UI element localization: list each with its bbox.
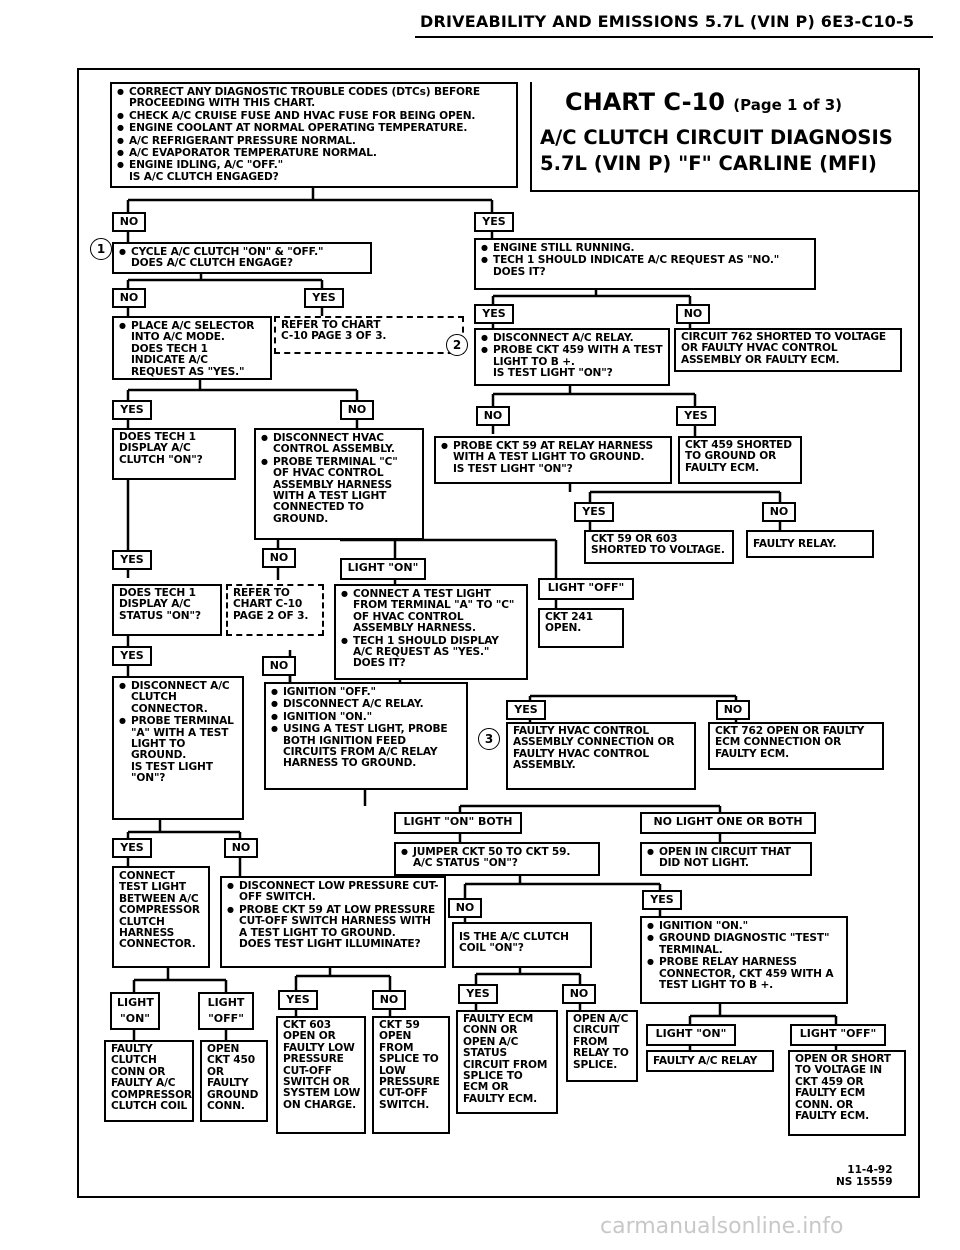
yes-label: YES — [506, 700, 546, 720]
yes-label: YES — [474, 304, 514, 324]
box-line: PRESSURE — [379, 1076, 440, 1089]
box-line: OPEN OR — [283, 1030, 336, 1043]
light-off-label: LIGHT "OFF" — [198, 992, 254, 1030]
box-line: PRESSURE — [283, 1053, 344, 1066]
box-line: SHORTED TO VOLTAGE. — [591, 544, 725, 557]
disconnect-hvac-box — [254, 428, 424, 540]
light-on-both-label: LIGHT "ON" BOTH — [394, 812, 522, 834]
box-line: OPEN — [207, 1043, 240, 1055]
chart-page: (Page 1 of 3) — [733, 96, 843, 114]
refer-page3-box — [274, 316, 464, 354]
box-line: CONNECT — [119, 870, 175, 882]
box-line: ● CONNECT A TEST LIGHT FROM TERMINAL "A" TO "C" OF HVAC CONTROL ASSEMBLY HARNESS. — [341, 588, 521, 635]
yes-label: YES — [112, 646, 152, 666]
box-line: TO VOLTAGE IN — [795, 1064, 883, 1077]
box-line: ECM OR — [463, 1081, 509, 1094]
box-line: CKT 762 OPEN OR FAULTY ECM CONNECTION OR FAULTY ECM. — [715, 725, 865, 760]
box-line: CUT-OFF — [379, 1087, 428, 1100]
box-line: ● IGNITION "OFF." — [271, 686, 461, 698]
chart-subtitle: A/C CLUTCH CIRCUIT DIAGNOSIS — [540, 126, 893, 149]
ckt603-open-box — [276, 1016, 366, 1134]
box-line: CLUTCH COIL — [111, 1100, 188, 1113]
no-label: NO — [262, 548, 296, 568]
yes-label: YES — [474, 212, 514, 232]
faulty-relay-box — [746, 530, 874, 558]
box-line: OPEN OR SHORT — [795, 1053, 891, 1065]
page-header: DRIVEABILITY AND EMISSIONS 5.7L (VIN P) 6E3-C10-5 — [420, 12, 915, 31]
start-line: ● A/C REFRIGERANT PRESSURE NORMAL. — [117, 135, 511, 147]
box-line: COMPRESSOR — [119, 904, 200, 917]
box-line: HARNESS — [119, 927, 175, 940]
ckt459-shorted-box — [678, 436, 802, 484]
yes-label: YES — [458, 984, 498, 1004]
box-line: ● PLACE A/C SELECTOR INTO A/C MODE. — [119, 320, 265, 344]
box-line: SWITCH OR — [283, 1076, 350, 1089]
box-line: OPEN — [379, 1030, 412, 1043]
step-number-3: 3 — [478, 728, 500, 750]
box-line: ● ENGINE STILL RUNNING. — [481, 242, 809, 254]
probe-ckt59-relay-box — [434, 436, 672, 484]
box-line: FAULTY RELAY. — [753, 538, 837, 550]
box-line: GROUND — [207, 1088, 259, 1101]
box-line: FAULTY ECM — [795, 1087, 866, 1100]
box-line: DOES A/C CLUTCH ENGAGE? — [131, 257, 293, 270]
no-label: NO — [448, 898, 482, 918]
box-line: ● DISCONNECT A/C RELAY. — [271, 698, 461, 710]
box-line: ● PROBE TERMINAL "C" OF HVAC CONTROL ASSEMBLY HARNESS WITH A TEST LIGHT CONNECTED TO GROUND. — [261, 456, 417, 525]
chart-title — [565, 88, 842, 116]
no-light-one-or-both-label: NO LIGHT ONE OR BOTH — [640, 812, 816, 834]
box-line: COMPRESSOR — [111, 1088, 192, 1101]
yes-label: YES — [304, 288, 344, 308]
start-line: ● ENGINE COOLANT AT NORMAL OPERATING TEMPERATURE. — [117, 122, 511, 134]
start-line: ● CHECK A/C CRUISE FUSE AND HVAC FUSE FOR BEING OPEN. — [117, 110, 511, 122]
chart-carline: 5.7L (VIN P) "F" CARLINE (MFI) — [540, 152, 877, 175]
no-label: NO — [476, 406, 510, 426]
step-number-1: 1 — [90, 238, 112, 260]
box-line: ● TECH 1 SHOULD INDICATE A/C REQUEST AS "NO." — [481, 254, 809, 266]
box-line: DOES TECH 1 INDICATE A/C REQUEST AS "YES." — [131, 342, 245, 378]
box-line: ● USING A TEST LIGHT, PROBE BOTH IGNITION FEED CIRCUITS FROM A/C RELAY HARNESS TO GROUND. — [271, 723, 461, 770]
box-line: ● PROBE RELAY HARNESS CONNECTOR, CKT 459 WITH A TEST LIGHT TO B +. — [647, 956, 841, 991]
box-line: RELAY TO — [573, 1047, 629, 1060]
box-line: CIRCUIT FROM — [463, 1058, 548, 1071]
box-line: IS TEST LIGHT "ON"? — [453, 462, 573, 475]
box-line: REFER TO CHART — [281, 319, 381, 331]
start-box — [110, 82, 518, 188]
box-line: SPLICE TO — [379, 1053, 439, 1066]
box-line: FROM — [573, 1035, 608, 1048]
box-line: CONN OR — [463, 1024, 518, 1037]
box-line: IS TEST LIGHT "ON"? — [131, 760, 213, 785]
box-line: CIRCUIT — [573, 1024, 620, 1037]
box-line: FAULTY ECM. — [463, 1092, 538, 1105]
connect-test-light-between-box — [112, 866, 210, 968]
no-label: NO — [676, 304, 710, 324]
box-line: ● IGNITION "ON." — [647, 920, 841, 932]
box-line: STATUS — [463, 1047, 507, 1060]
box-line: IS THE A/C CLUTCH — [459, 931, 569, 943]
refer-page2-box — [226, 584, 324, 636]
footer-date: 11-4-92 — [847, 1164, 893, 1176]
box-line: CONN. — [207, 1100, 245, 1113]
no-label: NO — [762, 502, 796, 522]
yes-label: YES — [278, 990, 318, 1010]
box-line: LOW — [379, 1064, 406, 1077]
no-label: NO — [112, 212, 146, 232]
ckt59-open-box — [372, 1016, 450, 1134]
box-line: ● DISCONNECT HVAC CONTROL ASSEMBLY. — [261, 432, 417, 456]
box-line: OR — [207, 1065, 224, 1078]
box-line: SPLICE. — [573, 1058, 618, 1071]
no-label: NO — [372, 990, 406, 1010]
ckt241-open-box — [538, 608, 624, 648]
tech1-display-status-box — [112, 584, 222, 636]
box-line: CONN. OR — [795, 1098, 854, 1111]
box-line: FAULTY LOW — [283, 1041, 355, 1054]
box-line: CLUTCH — [111, 1054, 157, 1067]
box-line: OPEN A/C — [573, 1013, 629, 1025]
box-line: CONN OR — [111, 1065, 166, 1078]
box-line: CKT 459 SHORTED — [685, 439, 792, 451]
box-line: CIRCUIT 762 SHORTED TO VOLTAGE OR FAULTY HVAC CONTROL ASSEMBLY OR FAULTY ECM. — [681, 331, 887, 366]
yes-label: YES — [574, 502, 614, 522]
engine-running-box — [474, 238, 816, 290]
yes-label: YES — [676, 406, 716, 426]
box-line: CKT 603 — [283, 1019, 331, 1031]
box-line: ● JUMPER CKT 50 TO CKT 59. — [401, 846, 593, 858]
box-line: ● PROBE CKT 59 AT RELAY HARNESS WITH A TEST LIGHT TO GROUND. — [441, 440, 665, 464]
disconnect-clutch-box — [112, 676, 244, 820]
box-line: ● DISCONNECT A/C RELAY. — [481, 332, 663, 344]
place-selector-box — [112, 316, 272, 380]
box-line: ● OPEN IN CIRCUIT THAT DID NOT LIGHT. — [647, 846, 805, 870]
yes-label: YES — [112, 400, 152, 420]
open-or-short-box — [788, 1050, 906, 1136]
no-label: NO — [224, 838, 258, 858]
box-line: FAULTY A/C — [111, 1077, 176, 1090]
box-line: DOES IT? — [493, 265, 546, 278]
box-line: TO GROUND OR — [685, 450, 777, 463]
ignition-off-box — [264, 682, 468, 790]
box-line: SYSTEM LOW — [283, 1087, 361, 1100]
start-line: ● A/C EVAPORATOR TEMPERATURE NORMAL. — [117, 147, 511, 159]
box-line: ● TECH 1 SHOULD DISPLAY A/C REQUEST AS "YES." — [341, 635, 521, 659]
no-label: NO — [716, 700, 750, 720]
box-line: FAULTY ECM — [463, 1013, 534, 1025]
box-line: CKT 59 OR 603 — [591, 533, 678, 545]
box-line: OPEN A/C — [463, 1035, 519, 1048]
header-rule — [415, 36, 933, 38]
box-line: DISPLAY A/C — [119, 442, 191, 455]
light-on-label: LIGHT "ON" — [340, 558, 426, 580]
ckt762-open-box — [708, 722, 884, 770]
no-label: NO — [262, 656, 296, 676]
box-line: ON CHARGE. — [283, 1098, 357, 1111]
open-ckt450-box — [200, 1040, 268, 1122]
no-label: NO — [562, 984, 596, 1004]
start-line: ● ENGINE IDLING, A/C "OFF." — [117, 159, 511, 171]
box-line: BETWEEN A/C — [119, 892, 199, 905]
box-line: SPLICE TO — [463, 1070, 523, 1083]
faulty-hvac-connection-box — [506, 722, 696, 790]
disconnect-low-pressure-box — [220, 876, 446, 968]
box-line: FROM — [379, 1041, 414, 1054]
box-line: DOES TEST LIGHT ILLUMINATE? — [239, 938, 421, 951]
box-line: STATUS "ON"? — [119, 609, 201, 622]
title-divider — [530, 82, 532, 192]
start-question: IS A/C CLUTCH ENGAGED? — [129, 170, 279, 183]
box-line: CLUTCH — [119, 915, 165, 928]
light-off-label: LIGHT "OFF" — [538, 578, 634, 600]
box-line: FAULTY ECM. — [685, 461, 760, 474]
box-line: FAULTY — [207, 1077, 249, 1090]
box-line: IS TEST LIGHT "ON"? — [493, 367, 613, 380]
cycle-clutch-box — [112, 242, 372, 274]
ckt762-shorted-box — [674, 328, 902, 372]
box-line: CKT 59 — [379, 1019, 420, 1031]
faulty-ecm-conn-box — [456, 1010, 558, 1114]
chart-name: CHART C-10 — [565, 88, 725, 116]
no-label: NO — [340, 400, 374, 420]
box-line: PAGE 2 OF 3. — [233, 609, 309, 622]
box-line: C-10 PAGE 3 OF 3. — [281, 330, 387, 343]
footer-number: NS 15559 — [836, 1176, 893, 1188]
box-line: DOES IT? — [353, 657, 406, 670]
box-line: CLUTCH "ON"? — [119, 453, 203, 466]
faulty-clutch-box — [104, 1040, 194, 1122]
box-line: ● DISCONNECT A/C CLUTCH CONNECTOR. — [119, 680, 237, 715]
box-line: ● PROBE CKT 59 AT LOW PRESSURE CUT-OFF SWITCH HARNESS WITH A TEST LIGHT TO GROUND. — [227, 904, 439, 939]
yes-label: YES — [112, 838, 152, 858]
step-number-2: 2 — [446, 334, 468, 356]
box-line: ● CYCLE A/C CLUTCH "ON" & "OFF." — [119, 246, 365, 258]
box-line: SWITCH. — [379, 1098, 430, 1111]
box-line: COIL "ON"? — [459, 942, 524, 955]
box-line: CKT 459 OR — [795, 1075, 864, 1088]
light-on-label: LIGHT "ON" — [646, 1024, 736, 1046]
box-line: FAULTY A/C RELAY — [653, 1055, 758, 1067]
box-line: A/C STATUS "ON"? — [413, 857, 518, 870]
box-line: CKT 450 — [207, 1054, 255, 1067]
box-line: OPEN. — [545, 622, 582, 635]
title-divider-bottom — [530, 190, 920, 192]
connect-test-light-box — [334, 584, 528, 680]
tech1-display-clutch-box — [112, 428, 236, 480]
box-line: CKT 241 — [545, 611, 593, 623]
clutch-coil-question-box — [452, 922, 592, 968]
open-circuit-box — [640, 842, 812, 876]
box-line: CONNECTOR. — [119, 938, 196, 951]
disconnect-relay-box — [474, 328, 670, 386]
ckt59-603-shorted-box — [584, 530, 734, 564]
box-line: TEST LIGHT — [119, 881, 186, 894]
box-line: CHART C-10 — [233, 598, 303, 611]
light-off-label: LIGHT "OFF" — [790, 1024, 886, 1046]
box-line: DOES TECH 1 — [119, 431, 196, 443]
box-line: FAULTY HVAC CONTROL ASSEMBLY CONNECTION OR FAULTY HVAC CONTROL ASSEMBLY. — [513, 725, 675, 772]
faulty-ac-relay-box — [646, 1050, 774, 1072]
ignition-on-ground-box — [640, 916, 848, 1004]
box-line: CUT-OFF — [283, 1064, 332, 1077]
start-line: ● CORRECT ANY DIAGNOSTIC TROUBLE CODES (DTCs) BEFORE PROCEEDING WITH THIS CHART. — [117, 86, 511, 110]
yes-label: YES — [112, 550, 152, 570]
box-line: REFER TO — [233, 587, 290, 599]
box-line: FAULTY ECM. — [795, 1110, 870, 1123]
yes-label: YES — [642, 890, 682, 910]
jumper-box — [394, 842, 600, 876]
footer-codes — [836, 1164, 893, 1188]
box-line: FAULTY — [111, 1043, 153, 1055]
watermark: carmanualsonline.info — [600, 1214, 844, 1239]
box-line: DISPLAY A/C — [119, 598, 191, 611]
box-line: ● PROBE CKT 459 WITH A TEST LIGHT TO B +. — [481, 344, 663, 368]
box-line: ● DISCONNECT LOW PRESSURE CUT-OFF SWITCH. — [227, 880, 439, 904]
box-line: DOES TECH 1 — [119, 587, 196, 599]
open-ac-circuit-box — [566, 1010, 638, 1082]
box-line: ● GROUND DIAGNOSTIC "TEST" TERMINAL. — [647, 932, 841, 956]
light-on-label: LIGHT "ON" — [110, 992, 160, 1030]
box-line: ● PROBE TERMINAL "A" WITH A TEST LIGHT TO GROUND. — [119, 715, 237, 762]
box-line: ● IGNITION "ON." — [271, 711, 461, 723]
no-label: NO — [112, 288, 146, 308]
